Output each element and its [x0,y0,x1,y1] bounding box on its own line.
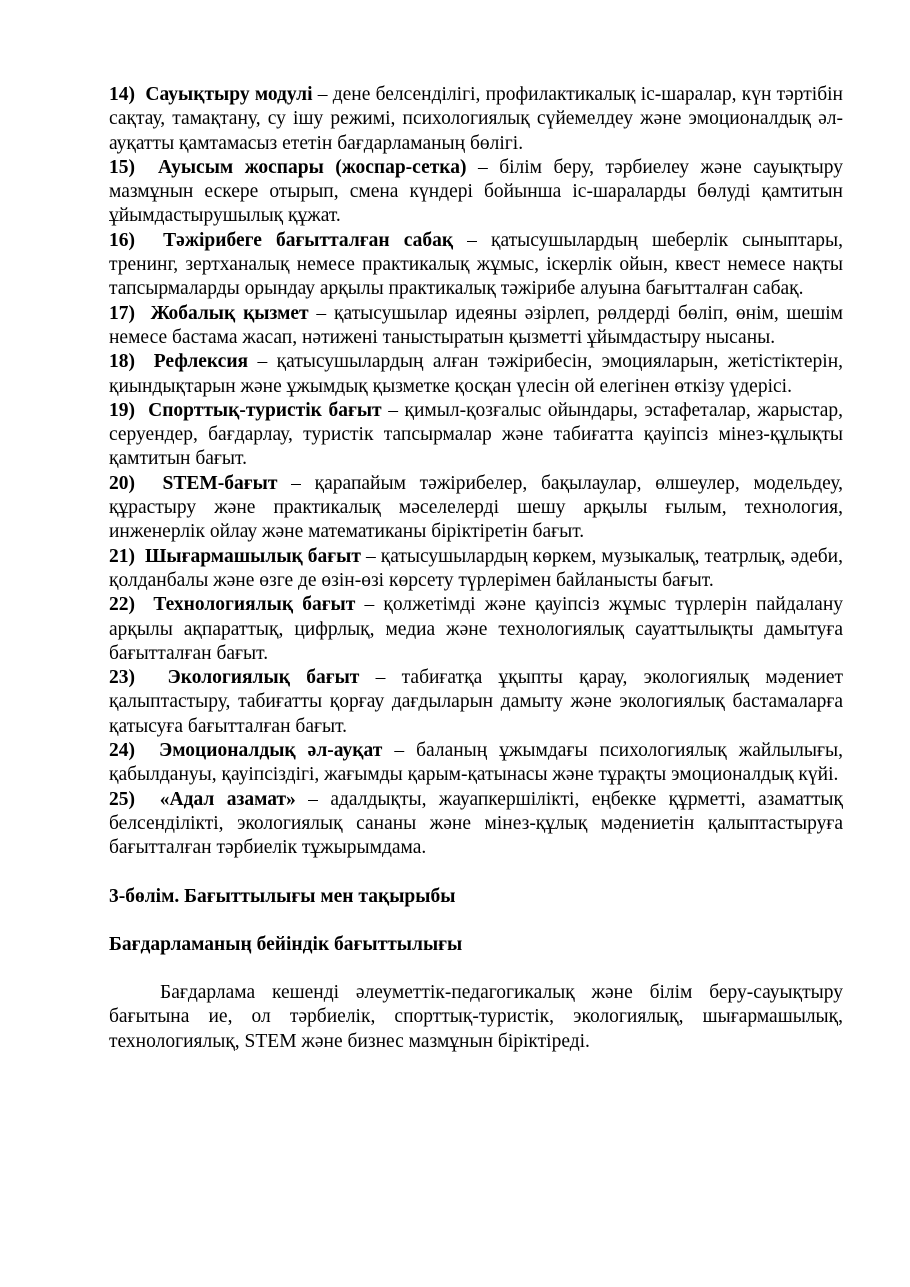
terms-list [109,83,843,861]
term-name: Технологиялық бағыт [153,594,356,616]
term-number: 21) [109,545,135,567]
term-number: 15) [109,156,135,178]
term-number: 16) [109,229,135,251]
document-page [109,83,843,1054]
term-item [109,666,843,739]
term-name: Сауықтыру модулі [145,84,313,105]
term-name: Рефлексия [153,351,249,373]
term-definition: – табиғатқа ұқыпты қарау, экологиялық мәдениет қалыптастыру, табиғатты қорғау дағдыларын дамыту және экологиялық бастамаларға қатысуға бағытталған бағыт. [109,667,844,737]
term-name: Экологиялық бағыт [167,667,360,689]
term-definition: – қатысушылар идеяны әзірлеп, рөлдерді бөліп, өнім, шешім немесе бастама жасап, нәтижені таныстыратын қызметті ұйымдастыру нысаны. [109,302,843,348]
term-definition: – қолжетімді және қауіпсіз жұмыс түрлерін пайдалану арқылы ақпараттық, цифрлық, медиа және технологиялық сауаттылықты дамытуға бағытталған бағыт. [109,594,844,664]
term-name: «Адал азамат» [159,788,296,810]
term-name: Эмоционалдық әл-ауқат [159,740,383,762]
term-definition: – қатысушылардың шеберлік сыныптары, тренинг, зертханалық немесе практикалық жұмыс, іскерлік ойын, квест немесе нақты тапсырмаларды орындау арқылы практикалық тәжірибе алуына бағытталған сабақ. [109,229,843,300]
term-name: Тәжірибеге бағытталған сабақ [163,229,454,251]
term-item [109,545,843,594]
term-definition: – дене белсенділігі, профилактикалық іс-шаралар, күн тәртібін сақтау, тамақтану, су ішу режимі, психологиялық сүйемелдеу және эмоционалдық әл-ауқатты қамтамасыз ететін бағдарламаның бөлігі. [109,84,843,154]
term-number: 14) [109,84,135,105]
term-item [109,83,843,156]
term-name: Ауысым жоспары (жоспар-сетка) [157,156,467,178]
body-paragraph: Бағдарлама кешенді әлеуметтік-педагогикалық және білім беру-сауықтыру бағытына ие, ол тәрбиелік, спорттық-туристік, экологиялық, шығармашылық, технологиялық, STEM және бизнес мазмұнын біріктіреді. [109,982,843,1052]
section-title: 3-бөлім. Бағыттылығы мен тақырыбы [109,885,456,907]
term-item [109,399,843,472]
term-item [109,788,843,861]
term-definition: – баланың ұжымдағы психологиялық жайлылығы, қабылдануы, қауіпсіздігі, жағымды қарым-қатынасы және тұрақты эмоционалдық күйі. [109,740,843,786]
term-number: 20) [109,472,135,494]
term-name: Шығармашылық бағыт [145,545,361,567]
term-name: STEM-бағыт [162,472,278,494]
term-name: Спорттық-туристік бағыт [148,399,382,421]
term-number: 22) [109,594,135,616]
term-item [109,302,843,351]
term-definition: – адалдықты, жауапкершілікті, еңбекке құрметті, азаматтық белсенділікті, экологиялық сананы және мінез-құлық мәдениетін қалыптастыруға бағытталған тәрбиелік тұжырымдама. [109,788,844,859]
term-number: 18) [109,351,135,373]
term-item [109,593,843,666]
term-definition: – білім беру, тәрбиелеу және сауықтыру мазмұнын ескере отырып, смена күндері бойынша іс-шараларды бөлуді қамтитын ұйымдастырушылық құжат. [109,156,843,227]
term-name: Жобалық қызмет [150,302,309,324]
term-number: 17) [109,302,135,324]
term-definition: – қарапайым тәжірибелер, бақылаулар, өлшеулер, модельдеу, құрастыру және практикалық мәселелерді шешу арқылы ғылым, технология, инженерлік ойлау және математиканы біріктіретін бағыт. [109,472,844,543]
term-item [109,350,843,399]
term-item [109,156,843,229]
term-number: 19) [109,399,135,421]
term-number: 25) [109,788,135,810]
term-number: 23) [109,667,135,689]
term-item [109,229,843,302]
term-definition: – қатысушылардың алған тәжірибесін, эмоцияларын, жетістіктерін, қиындықтарын және ұжымдық қызметке қосқан үлесін ой елегінен өткізу үдерісі. [109,351,844,397]
term-definition: – қатысушылардың көркем, музыкалық, театрлық, әдеби, қолданбалы және өзге де өзін-өзі көрсету түрлерімен байланысты бағыт. [109,545,843,591]
subsection-title: Бағдарламаның бейіндік бағыттылығы [109,933,463,955]
term-definition: – қимыл-қозғалыс ойындары, эстафеталар, жарыстар, серуендер, бағдарлау, туристік тапсырмалар және табиғатта қауіпсіз мінез-құлықты қамтитын бағыт. [109,399,844,470]
term-item [109,739,843,788]
term-number: 24) [109,740,135,762]
term-item [109,472,843,545]
